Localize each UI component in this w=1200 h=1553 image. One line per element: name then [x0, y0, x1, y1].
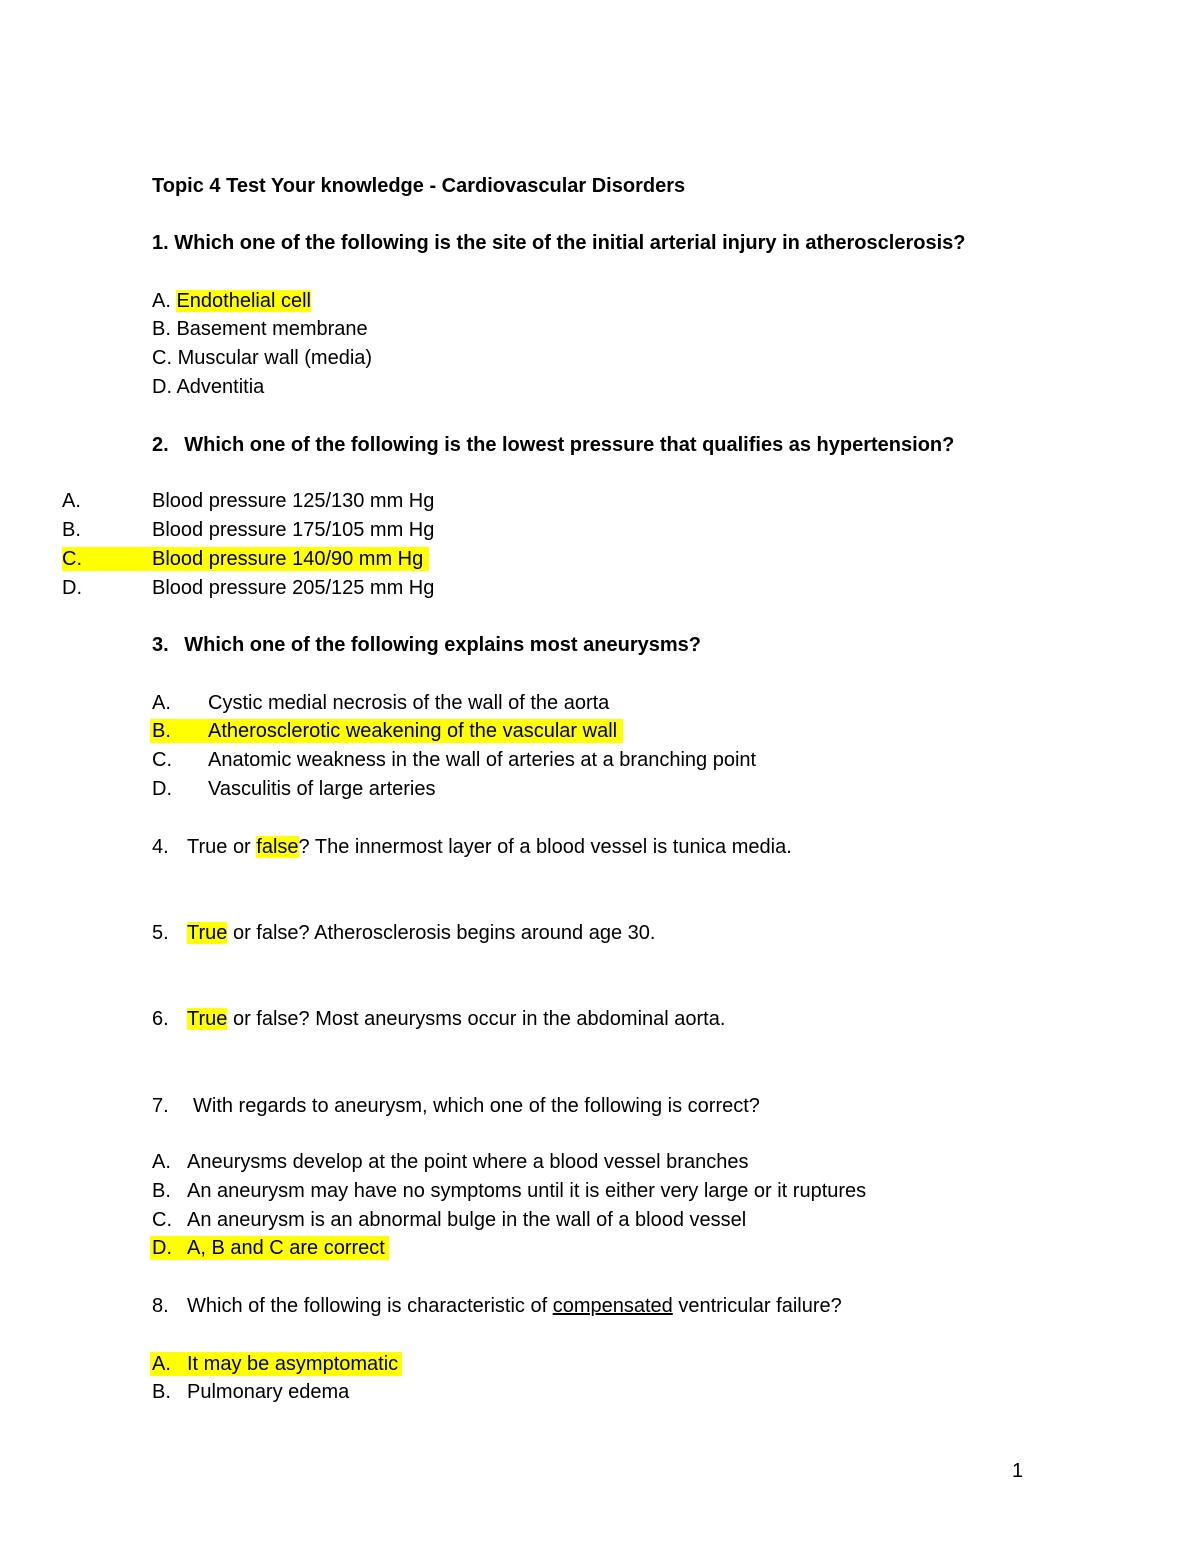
option-letter: B.	[152, 720, 171, 742]
q1-option-a	[152, 289, 311, 313]
q2-option-a	[62, 489, 434, 513]
question-text: Which one of the following explains most aneurysms?	[184, 634, 701, 656]
q1-option-c	[152, 346, 372, 370]
q1-option-b	[152, 317, 368, 341]
q3-option-b	[150, 719, 623, 743]
option-letter: B.	[152, 1180, 171, 1202]
q3-option-a	[152, 691, 609, 715]
question-1	[152, 231, 965, 255]
question-number: 8.	[152, 1295, 169, 1317]
option-text: Blood pressure 125/130 mm Hg	[152, 490, 435, 512]
option-text: Blood pressure 175/105 mm Hg	[152, 519, 435, 541]
page-number: 1	[1012, 1460, 1024, 1482]
option-text: Pulmonary edema	[187, 1381, 350, 1403]
question-number: 2.	[152, 434, 169, 456]
option-text: Aneurysms develop at the point where a blood vessel branches	[187, 1151, 749, 1173]
option-text: Cystic medial necrosis of the wall of the aorta	[208, 692, 610, 714]
option-letter: A.	[152, 1151, 171, 1173]
q3-option-c	[152, 748, 756, 772]
question-number: 5.	[152, 922, 169, 944]
option-letter: C.	[62, 548, 82, 570]
question-8	[152, 1294, 842, 1318]
question-text: or false? Atherosclerosis begins around age 30.	[227, 922, 656, 944]
option-letter: D.	[152, 1237, 172, 1259]
option-letter: D.	[152, 778, 172, 800]
question-text: Which of the following is characteristic of	[187, 1295, 553, 1317]
question-text: With regards to aneurysm, which one of the following is correct?	[193, 1095, 760, 1117]
q3-option-d	[152, 777, 436, 801]
question-2	[152, 433, 954, 457]
question-text: or false? Most aneurysms occur in the abdominal aorta.	[227, 1008, 726, 1030]
correct-answer-highlight: Endothelial cell	[176, 290, 311, 312]
question-number: 6.	[152, 1008, 169, 1030]
correct-answer-highlight: It may be asymptomatic	[187, 1353, 399, 1375]
q7-option-a	[152, 1150, 748, 1174]
option-text: Adventitia	[176, 376, 265, 398]
question-3	[152, 633, 701, 657]
question-number: 7.	[152, 1095, 169, 1117]
q2-option-d	[62, 576, 434, 600]
question-4	[152, 835, 792, 859]
correct-answer-highlight: True	[187, 922, 228, 944]
question-6	[152, 1007, 725, 1031]
option-text: Blood pressure 205/125 mm Hg	[152, 577, 435, 599]
q2-option-c	[62, 547, 429, 571]
question-number: 3.	[152, 634, 169, 656]
question-text: Which one of the following is the lowest pressure that qualifies as hypertension?	[184, 434, 955, 456]
option-letter: B.	[152, 318, 171, 340]
option-text: An aneurysm is an abnormal bulge in the wall of a blood vessel	[187, 1209, 747, 1231]
q8-option-a	[150, 1352, 402, 1376]
question-text: True or	[187, 836, 257, 858]
correct-answer-highlight: True	[187, 1008, 228, 1030]
question-text: Which one of the following is the site of the initial arterial injury in atherosclerosis?	[174, 232, 966, 254]
option-letter: B.	[62, 519, 81, 541]
question-7	[152, 1094, 760, 1118]
question-number: 4.	[152, 836, 169, 858]
q8-option-b	[152, 1380, 349, 1404]
option-text: Basement membrane	[176, 318, 368, 340]
question-text: ? The innermost layer of a blood vessel is tunica media.	[298, 836, 792, 858]
question-text: ventricular failure?	[672, 1295, 842, 1317]
option-letter: C.	[152, 1209, 172, 1231]
option-letter: D.	[62, 577, 82, 599]
correct-answer-highlight: A, B and C are correct	[187, 1237, 385, 1259]
question-number: 1.	[152, 232, 169, 254]
option-letter: A.	[152, 290, 171, 312]
option-letter: C.	[152, 749, 172, 771]
option-letter: C.	[152, 347, 172, 369]
q7-option-c	[152, 1208, 746, 1232]
question-5	[152, 921, 655, 945]
option-text: Anatomic weakness in the wall of arteries at a branching point	[208, 749, 757, 771]
q7-option-d	[150, 1236, 389, 1260]
correct-answer-highlight: Atherosclerotic weakening of the vascular wall	[208, 720, 618, 742]
option-letter: B.	[152, 1381, 171, 1403]
option-letter: D.	[152, 376, 172, 398]
option-text: Vasculitis of large arteries	[208, 778, 436, 800]
option-letter: A.	[152, 1353, 171, 1375]
option-letter: A.	[62, 490, 81, 512]
option-text: An aneurysm may have no symptoms until it is either very large or it ruptures	[187, 1180, 867, 1202]
page-title: Topic 4 Test Your knowledge - Cardiovascular Disorders	[152, 175, 686, 197]
underlined-term: compensated	[552, 1295, 673, 1317]
option-text: Muscular wall (media)	[177, 347, 373, 369]
correct-answer-highlight: Blood pressure 140/90 mm Hg	[152, 548, 424, 570]
option-letter: A.	[152, 692, 171, 714]
correct-answer-highlight: false	[256, 836, 299, 858]
q7-option-b	[152, 1179, 866, 1203]
q1-option-d	[152, 375, 264, 399]
q2-option-b	[62, 518, 434, 542]
